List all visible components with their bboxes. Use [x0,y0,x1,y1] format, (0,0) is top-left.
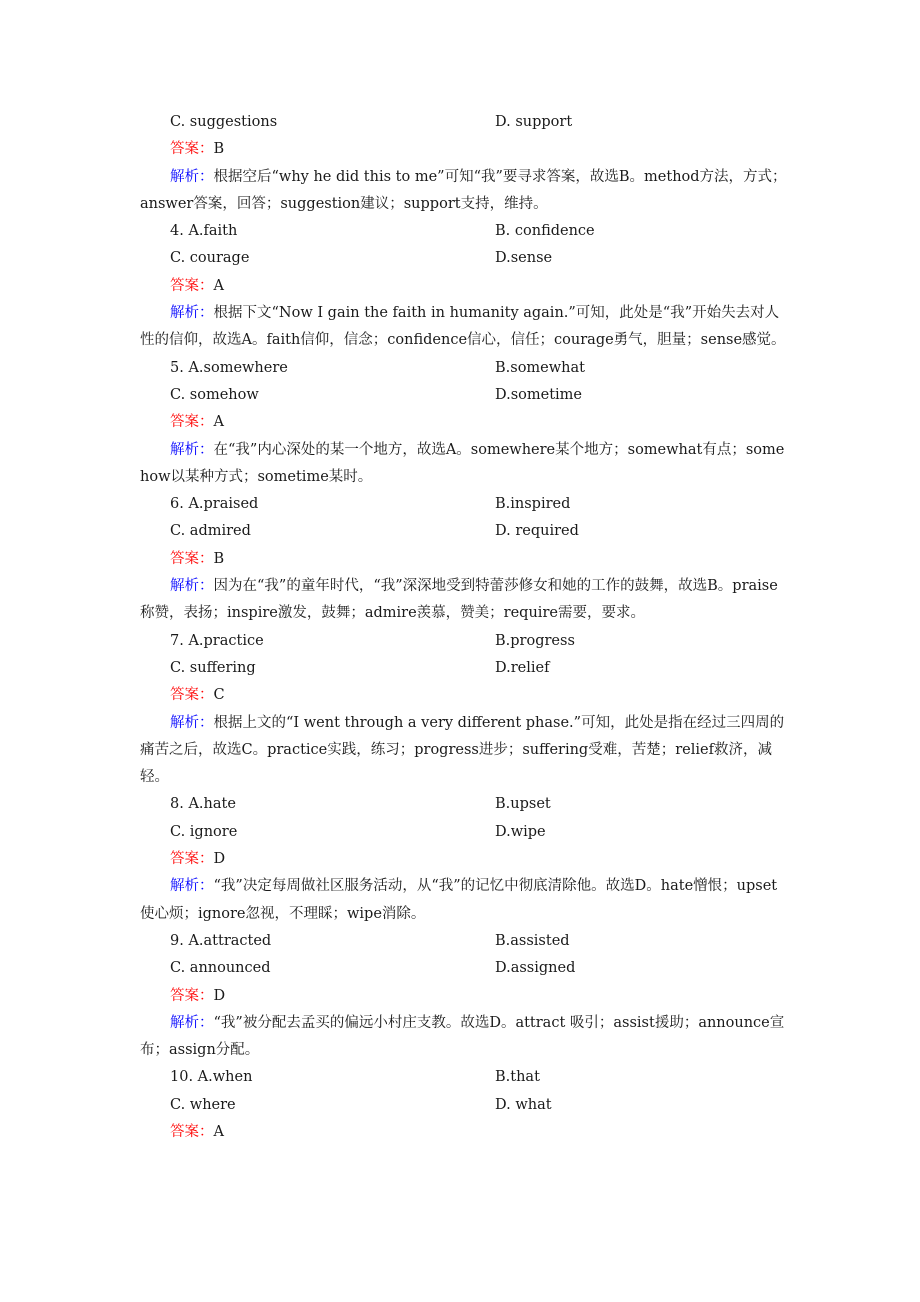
option-c: C. suggestions [170,114,278,130]
q7-options-row-ab [140,628,790,655]
q10-answer-line [140,1119,790,1146]
q8-option-c: C. ignore [170,823,238,840]
q5-analysis-text: 在“我”内心深处的某一个地方，故选A。somewhere某个地方；somewhat有点；somehow以某种方式；sometime某时。 [140,441,785,485]
q10-option-b: B.that [495,1069,540,1086]
q4-answer-line [140,273,790,300]
q6-option-c: C. admired [170,523,251,540]
q5-option-d: D.sometime [495,386,583,403]
answer-label: 答案： [170,277,214,294]
q8-analysis-paragraph [140,873,790,928]
q9-analysis-paragraph [140,1010,790,1065]
q4-option-a: 4. A.faith [170,223,238,240]
q6-option-b: B.inspired [495,496,571,513]
q5-option-c: C. somehow [170,386,259,403]
q9-answer-value: D [213,987,226,1004]
q10-option-c: C. where [170,1096,236,1113]
q8-analysis-text: “我”决定每周做社区服务活动，从“我”的记忆中彻底清除他。故选D。hate憎恨；upset使心烦；ignore忽视，不理睬；wipe消除。 [140,878,778,922]
q9-analysis-text: “我”被分配去孟买的偏远小村庄支教。故选D。attract 吸引；assist援助；announce宣布；assign分配。 [140,1014,785,1059]
q6-option-d: D. required [495,523,579,540]
options-row-cd [140,109,790,136]
q6-answer-line [140,546,790,573]
q4-option-b: B. confidence [495,223,595,240]
q8-option-a: 8. A.hate [170,796,236,813]
q5-answer-line [140,409,790,436]
q8-answer-value: D [213,851,226,868]
q10-options-row-cd [140,1092,790,1119]
analysis-label: 解析： [170,1014,214,1031]
q8-options-row-cd [140,819,790,846]
answer-label: 答案： [170,141,214,158]
q8-answer-line [140,846,790,873]
q7-analysis-paragraph [140,710,790,792]
answer-label: 答案： [170,851,214,868]
q7-option-c: C. suffering [170,659,256,676]
answer-label: 答案： [170,550,214,567]
analysis-paragraph [140,164,790,219]
q9-option-b: B.assisted [495,932,570,949]
q4-option-d: D.sense [495,250,553,267]
q10-option-a: 10. A.when [170,1069,253,1086]
q8-option-d: D.wipe [495,823,546,840]
q8-options-row-ab [140,791,790,818]
q4-analysis-text: 根据下文“Now I gain the faith in humanity again.”可知，此处是“我”开始失去对人性的信仰，故选A。faith信仰，信念；confidence信心，信任；courage勇气，胆量；sense感觉。 [140,305,786,349]
q6-options-row-cd [140,518,790,545]
q7-option-a: 7. A.practice [170,632,264,649]
q9-options-row-ab [140,928,790,955]
q10-answer-value: A [213,1123,224,1140]
q10-options-row-ab [140,1064,790,1091]
q5-answer-value: A [213,414,224,431]
q7-analysis-text: 根据上文的“I went through a very different phase.”可知，此处是指在经过三四周的痛苦之后，故选C。practice实践，练习；progress进步；suffering受难，苦楚；relief救济，减轻。 [140,714,785,786]
q6-option-a: 6. A.praised [170,496,259,513]
q9-option-d: D.assigned [495,960,576,977]
q7-options-row-cd [140,655,790,682]
q10-option-d: D. what [495,1096,552,1113]
q4-options-row-ab [140,218,790,245]
q5-analysis-paragraph [140,437,790,492]
document-page [140,109,790,1146]
analysis-label: 解析： [170,714,214,731]
analysis-label: 解析： [170,878,214,895]
answer-label: 答案： [170,687,214,704]
q5-option-b: B.somewhat [495,359,585,376]
q9-options-row-cd [140,955,790,982]
q6-analysis-text: 因为在“我”的童年时代，“我”深深地受到特蕾莎修女和她的工作的鼓舞，故选B。praise称赞，表扬；inspire激发，鼓舞；admire羡慕，赞美；require需要，要求。 [140,578,778,622]
answer-value: B [213,141,225,158]
q9-option-a: 9. A.attracted [170,932,272,949]
q7-option-d: D.relief [495,659,550,676]
option-d: D. support [495,114,573,130]
q4-options-row-cd [140,245,790,272]
q5-options-row-cd [140,382,790,409]
q7-option-b: B.progress [495,632,575,649]
answer-label: 答案： [170,414,214,431]
q5-options-row-ab [140,355,790,382]
analysis-text: 根据空后“why he did this to me”可知“我”要寻求答案，故选B。method方法，方式；answer答案，回答；suggestion建议；support支持，维持。 [140,168,787,212]
analysis-label: 解析： [170,441,214,458]
answer-label: 答案： [170,1123,214,1140]
q4-analysis-paragraph [140,300,790,355]
q6-options-row-ab [140,491,790,518]
analysis-label: 解析： [170,578,214,595]
analysis-label: 解析： [170,168,214,185]
answer-line [140,136,790,163]
q7-answer-line [140,682,790,709]
answer-label: 答案： [170,987,214,1004]
q8-option-b: B.upset [495,796,551,813]
q6-answer-value: B [213,550,225,567]
q6-analysis-paragraph [140,573,790,628]
q9-option-c: C. announced [170,960,271,977]
q7-answer-value: C [213,687,225,704]
q9-answer-line [140,983,790,1010]
q4-answer-value: A [213,277,224,294]
q4-option-c: C. courage [170,250,250,267]
analysis-label: 解析： [170,305,214,322]
q5-option-a: 5. A.somewhere [170,359,288,376]
